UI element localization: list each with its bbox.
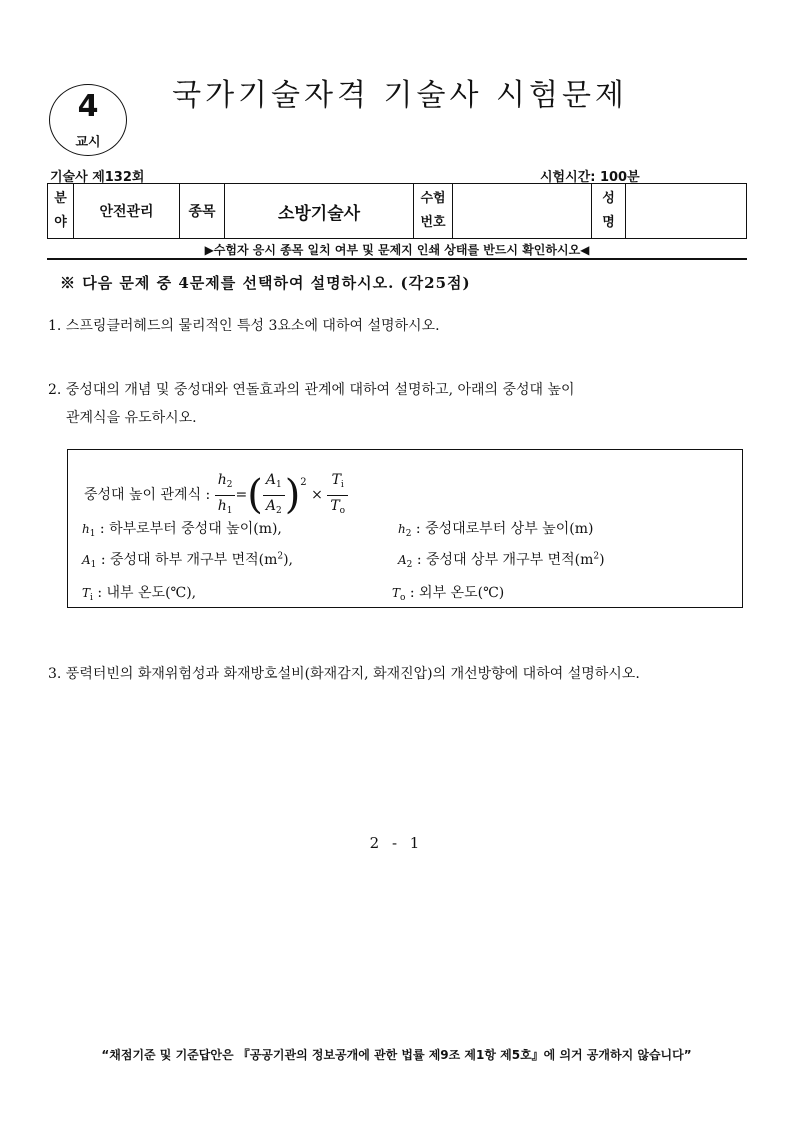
exam-no-value[interactable] bbox=[453, 184, 592, 239]
question-3: 3. 풍력터빈의 화재위험성과 화재방호설비(화재감지, 화재진압)의 개선방향에 대하여 설명하시오. bbox=[48, 666, 640, 682]
period-number: 4 bbox=[77, 89, 99, 124]
period-label: 교시 bbox=[75, 135, 101, 150]
question-1: 1. 스프링클러헤드의 물리적인 특성 3요소에 대하여 설명하시오. bbox=[48, 318, 440, 334]
exam-no-label-top: 수험 bbox=[420, 191, 446, 206]
footer-notice: “채점기준 및 기준답안은 『공공기관의 정보공개에 관한 법률 제9조 제1항 제5호』에 의거 공개하지 않습니다” bbox=[101, 1048, 692, 1062]
page-number: 2 - 1 bbox=[369, 834, 424, 852]
name-label-bottom: 명 bbox=[602, 215, 615, 230]
height-ratio: $\frac{h_2}{h_1}$ bbox=[215, 470, 236, 521]
field-label-bottom: 야 bbox=[54, 215, 67, 230]
formula-box bbox=[67, 449, 743, 608]
a2-definition: $A_2$ : 중성대 상부 개구부 면적$(m^2)$ bbox=[398, 551, 605, 570]
to-definition: $T_o$ : 외부 온도(℃) bbox=[392, 585, 505, 603]
period-badge bbox=[49, 84, 127, 156]
field-label-top: 분 bbox=[54, 191, 67, 206]
h1-definition: $h_1$ : 하부로부터 중성대 높이(m), bbox=[82, 521, 282, 539]
category-value: 소방기술사 bbox=[225, 184, 414, 239]
notice-text: ▶수험자 응시 종목 일치 여부 및 문제지 인쇄 상태를 반드시 확인하시오◀ bbox=[204, 243, 590, 257]
question-2: 2. 중성대의 개념 및 중성대와 연돌효과의 관계에 대하여 설명하고, 아래의 중성대 높이 bbox=[48, 382, 575, 398]
formula-line: 중성대 높이 관계식 : $\frac{h_2}{h_1}$ =( $\frac{A_1}{A_2}$ )$^2$ × $\frac{T_i}{T_o}$ bbox=[84, 456, 348, 510]
field-label-cell bbox=[48, 184, 74, 239]
a1-definition: $A_1$ : 중성대 하부 개구부 면적$(m^2)$, bbox=[82, 551, 294, 570]
instruction: ※ 다음 문제 중 4문제를 선택하여 설명하시오. (각25점) bbox=[60, 274, 471, 292]
temperature-ratio: $\frac{T_i}{T_o}$ bbox=[327, 470, 348, 521]
divider bbox=[47, 258, 747, 260]
name-label-top: 성 bbox=[602, 191, 615, 206]
question-2-continued: 관계식을 유도하시오. bbox=[66, 410, 197, 426]
page-title: 국가기술자격 기술사 시험문제 bbox=[172, 78, 628, 113]
field-value: 안전관리 bbox=[74, 184, 180, 239]
area-ratio: $\frac{A_1}{A_2}$ bbox=[263, 470, 285, 521]
exam-time: 시험시간: 100분 bbox=[540, 170, 640, 185]
category-label: 종목 bbox=[180, 184, 225, 239]
exam-no-label-cell bbox=[414, 184, 453, 239]
h2-definition: $h_2$ : 중성대로부터 상부 높이(m) bbox=[398, 521, 594, 539]
ti-definition: $T_i$ : 내부 온도(℃), bbox=[82, 585, 197, 603]
formula-label: 중성대 높이 관계식 : bbox=[84, 487, 211, 503]
exam-info-table bbox=[47, 183, 747, 239]
name-label-cell bbox=[592, 184, 626, 239]
exam-no-label-bottom: 번호 bbox=[420, 215, 446, 230]
exam-round: 기술사 제132회 bbox=[50, 170, 145, 185]
name-value[interactable] bbox=[626, 184, 747, 239]
